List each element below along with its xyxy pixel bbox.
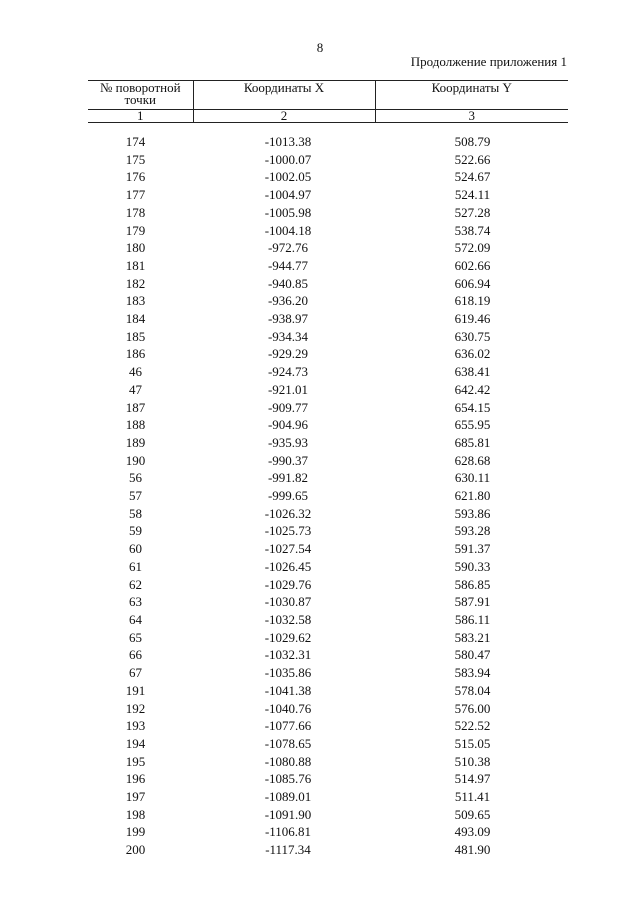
table-body [88, 123, 568, 859]
coord-y-cell: 481.90 [454, 842, 491, 858]
coord-x-cell: -904.96 [267, 417, 309, 433]
point-number-cell: 187 [125, 399, 146, 415]
coord-x-cell: -940.85 [267, 275, 309, 291]
table-row [88, 416, 568, 434]
table-row [88, 664, 568, 682]
table-row [88, 328, 568, 346]
table-row [88, 399, 568, 417]
point-number-cell: 174 [125, 134, 146, 149]
table-row [88, 823, 568, 841]
point-number-cell: 63 [129, 594, 142, 610]
coord-x-cell: -1004.97 [264, 187, 312, 203]
point-number-cell: 198 [125, 806, 146, 822]
point-number-cell: 180 [125, 240, 146, 256]
point-number-cell: 182 [125, 275, 146, 291]
coord-y-cell: 515.05 [454, 735, 491, 751]
coord-x-cell: -1035.86 [264, 665, 312, 681]
coord-x-cell: -936.20 [267, 293, 309, 309]
coord-x-cell: -1030.87 [264, 594, 312, 610]
coord-y-cell: 522.66 [454, 151, 491, 167]
table-row [88, 222, 568, 240]
point-number-cell: 183 [125, 293, 146, 309]
coord-y-cell: 621.80 [454, 488, 491, 504]
coord-x-cell: -1091.90 [264, 806, 312, 822]
coord-y-cell: 576.00 [454, 700, 491, 716]
coord-x-cell: -924.73 [267, 364, 309, 380]
coord-x-cell: -1005.98 [264, 204, 312, 220]
table-row [88, 558, 568, 576]
table-row [88, 806, 568, 824]
coord-y-cell: 509.65 [454, 806, 491, 822]
table-row [88, 611, 568, 629]
table-row [88, 292, 568, 310]
coord-y-cell: 654.15 [454, 399, 491, 415]
table-row [88, 168, 568, 186]
coord-x-cell: -1027.54 [264, 541, 312, 557]
table-row [88, 682, 568, 700]
coord-x-cell: -1077.66 [264, 718, 312, 734]
table-row [88, 522, 568, 540]
coord-x-cell: -1000.07 [264, 151, 312, 167]
point-number-cell: 47 [129, 381, 142, 397]
coord-y-cell: 642.42 [454, 381, 491, 397]
point-number-cell: 196 [125, 771, 146, 787]
continuation-caption: Продолжение приложения 1 [410, 54, 567, 69]
coord-y-cell: 586.11 [454, 611, 491, 627]
table-row [88, 452, 568, 470]
point-number-cell: 65 [129, 629, 142, 645]
table-row [88, 576, 568, 594]
coord-y-cell: 524.11 [454, 187, 491, 203]
table-row [88, 363, 568, 381]
coord-x-cell: -1085.76 [264, 771, 312, 787]
coord-y-cell: 527.28 [454, 204, 491, 220]
coordinates-table [88, 80, 568, 859]
coord-y-cell: 630.75 [454, 328, 491, 344]
point-number-cell: 188 [125, 417, 146, 433]
table-row [88, 788, 568, 806]
coord-x-cell: -991.82 [267, 470, 309, 486]
header-point-number: № поворотной точки [88, 81, 193, 110]
coord-y-cell: 636.02 [454, 346, 491, 362]
table-row [88, 841, 568, 859]
table-row [88, 186, 568, 204]
table-row [88, 345, 568, 363]
point-number-cell: 194 [125, 735, 146, 751]
coord-y-cell: 586.85 [454, 576, 491, 592]
coord-x-cell: -1026.32 [264, 505, 312, 521]
point-number-cell: 189 [125, 434, 146, 450]
coord-x-cell: -934.34 [267, 328, 309, 344]
coord-y-cell: 522.52 [454, 718, 491, 734]
point-number-cell: 56 [129, 470, 142, 486]
table-row [88, 646, 568, 664]
point-number-cell: 57 [129, 488, 142, 504]
point-number-cell: 176 [125, 169, 146, 185]
coord-y-cell: 602.66 [454, 257, 491, 273]
coord-y-cell: 508.79 [454, 134, 491, 149]
point-number-cell: 197 [125, 789, 146, 805]
coord-x-cell: -990.37 [267, 452, 309, 468]
table-row [88, 133, 568, 151]
point-number-cell: 62 [129, 576, 142, 592]
coord-x-cell: -1026.45 [264, 558, 312, 574]
coord-x-cell: -1040.76 [264, 700, 312, 716]
coord-x-cell: -1080.88 [264, 753, 312, 769]
coord-y-cell: 630.11 [454, 470, 491, 486]
table-row [88, 770, 568, 788]
point-number-cell: 195 [125, 753, 146, 769]
table-row [88, 239, 568, 257]
coord-y-cell: 618.19 [454, 293, 491, 309]
table-row [88, 540, 568, 558]
coord-x-cell: -1013.38 [264, 134, 312, 149]
column-number-3: 3 [375, 110, 568, 123]
coord-x-cell: -935.93 [267, 434, 309, 450]
coord-y-cell: 593.28 [454, 523, 491, 539]
table-row [88, 735, 568, 753]
coord-y-cell: 583.21 [454, 629, 491, 645]
coord-x-cell: -1025.73 [264, 523, 312, 539]
coord-y-cell: 591.37 [454, 541, 491, 557]
table-row [88, 434, 568, 452]
coord-x-cell: -1029.76 [264, 576, 312, 592]
table-row [88, 487, 568, 505]
table-row [88, 505, 568, 523]
point-number-cell: 59 [129, 523, 142, 539]
header-coord-y: Координаты Y [375, 81, 568, 110]
coord-x-cell: -1117.34 [265, 842, 311, 858]
coord-y-cell: 619.46 [454, 311, 491, 327]
coord-x-cell: -972.76 [267, 240, 309, 256]
point-number-cell: 61 [129, 558, 142, 574]
page-number: 8 [316, 40, 324, 55]
coord-y-cell: 514.97 [454, 771, 491, 787]
coord-y-cell: 628.68 [454, 452, 491, 468]
point-number-cell: 179 [125, 222, 146, 238]
coord-y-cell: 524.67 [454, 169, 491, 185]
point-number-cell: 186 [125, 346, 146, 362]
table-row [88, 275, 568, 293]
table-row [88, 469, 568, 487]
coord-y-cell: 493.09 [454, 824, 491, 840]
coord-y-cell: 655.95 [454, 417, 491, 433]
coord-x-cell: -1106.81 [264, 824, 312, 840]
point-number-cell: 178 [125, 204, 146, 220]
coord-y-cell: 510.38 [454, 753, 491, 769]
coord-y-cell: 606.94 [454, 275, 491, 291]
table-row [88, 629, 568, 647]
coord-x-cell: -944.77 [267, 257, 309, 273]
point-number-cell: 175 [125, 151, 146, 167]
coord-x-cell: -1032.58 [264, 611, 312, 627]
coord-x-cell: -1004.18 [264, 222, 312, 238]
point-number-cell: 192 [125, 700, 146, 716]
point-number-cell: 184 [125, 311, 146, 327]
coord-y-cell: 587.91 [454, 594, 491, 610]
header-coord-x: Координаты X [193, 81, 375, 110]
coord-y-cell: 590.33 [454, 558, 491, 574]
table-row [88, 257, 568, 275]
coord-y-cell: 511.41 [454, 789, 491, 805]
coord-x-cell: -1041.38 [264, 682, 312, 698]
coord-y-cell: 593.86 [454, 505, 491, 521]
point-number-cell: 185 [125, 328, 146, 344]
point-number-cell: 191 [125, 682, 146, 698]
table-row [88, 717, 568, 735]
point-number-cell: 58 [129, 505, 142, 521]
coord-x-cell: -921.01 [267, 381, 309, 397]
table-row [88, 381, 568, 399]
point-number-cell: 60 [129, 541, 142, 557]
point-number-cell: 181 [125, 257, 146, 273]
table-row [88, 310, 568, 328]
table-row [88, 593, 568, 611]
point-number-cell: 193 [125, 718, 146, 734]
point-number-cell: 66 [129, 647, 142, 663]
coord-x-cell: -1078.65 [264, 735, 312, 751]
point-number-cell: 67 [129, 665, 142, 681]
table-row [88, 753, 568, 771]
point-number-cell: 64 [129, 611, 142, 627]
coord-x-cell: -999.65 [267, 488, 309, 504]
point-number-cell: 200 [125, 842, 146, 858]
point-number-cell: 177 [125, 187, 146, 203]
coord-y-cell: 583.94 [454, 665, 491, 681]
column-number-1: 1 [88, 110, 193, 123]
coord-y-cell: 572.09 [454, 240, 491, 256]
point-number-cell: 199 [125, 824, 146, 840]
coord-x-cell: -1029.62 [264, 629, 312, 645]
coord-x-cell: -1002.05 [264, 169, 312, 185]
coord-y-cell: 638.41 [454, 364, 491, 380]
coord-y-cell: 578.04 [454, 682, 491, 698]
table-row [88, 700, 568, 718]
table-row [88, 151, 568, 169]
coord-x-cell: -1089.01 [264, 789, 312, 805]
coord-x-cell: -909.77 [267, 399, 309, 415]
coord-x-cell: -1032.31 [264, 647, 312, 663]
coord-y-cell: 538.74 [454, 222, 491, 238]
column-number-2: 2 [193, 110, 375, 123]
coord-y-cell: 685.81 [454, 434, 491, 450]
coord-x-cell: -929.29 [267, 346, 309, 362]
coord-y-cell: 580.47 [454, 647, 491, 663]
coord-x-cell: -938.97 [267, 311, 309, 327]
table-row [88, 204, 568, 222]
point-number-cell: 190 [125, 452, 146, 468]
point-number-cell: 46 [129, 364, 142, 380]
